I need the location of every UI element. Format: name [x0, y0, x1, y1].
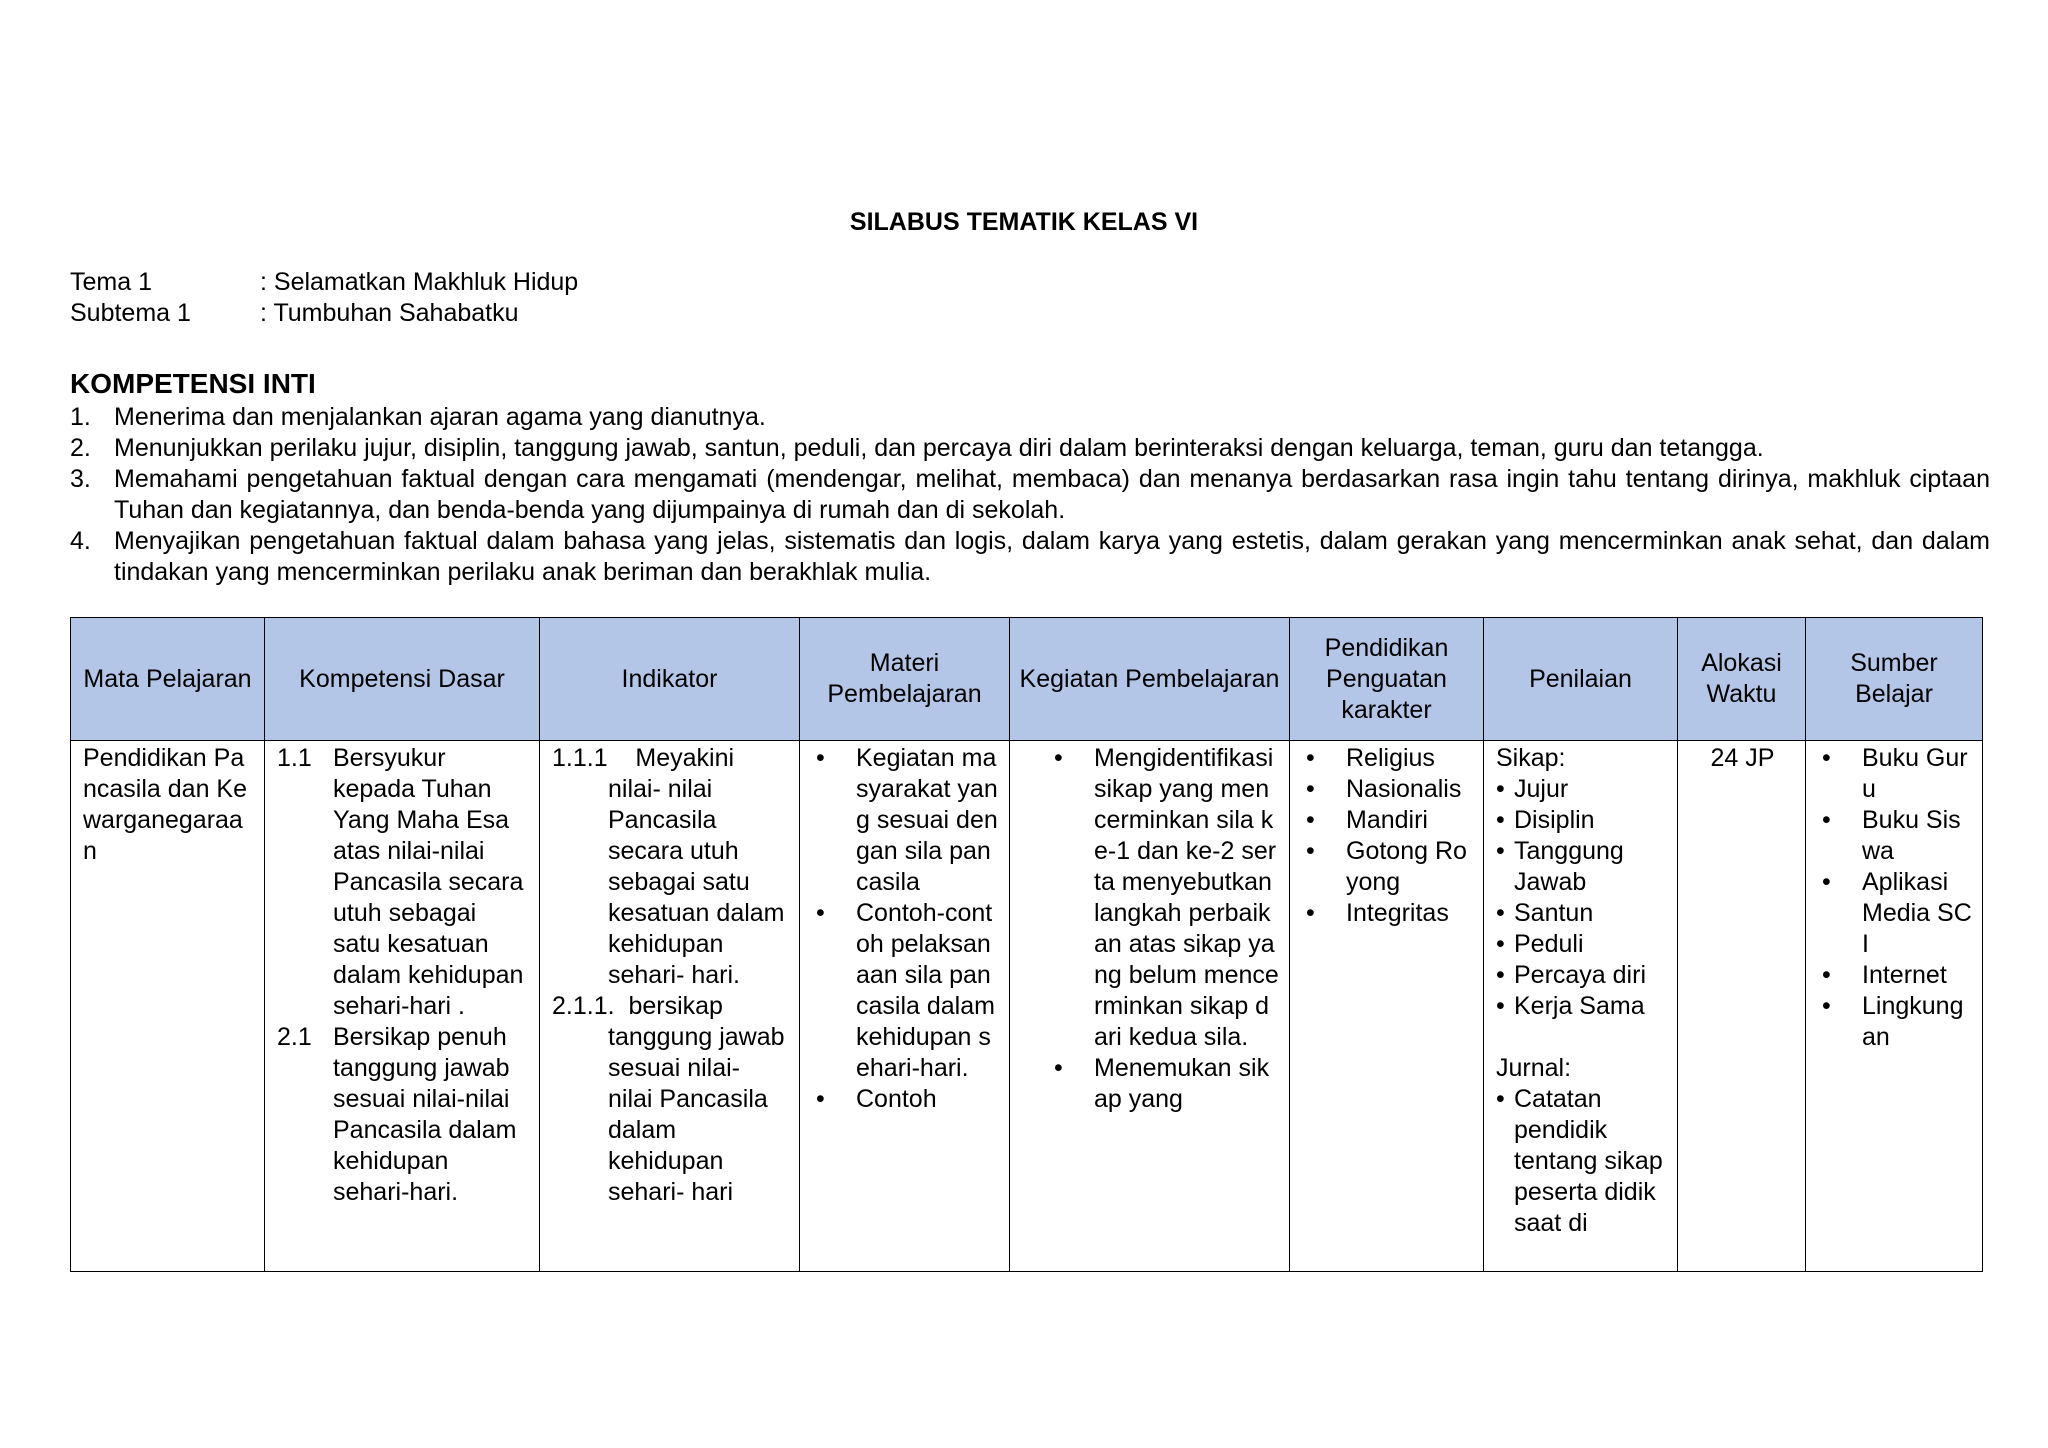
sikap-text: Peduli	[1514, 930, 1584, 958]
header-kompetensi-dasar: Kompetensi Dasar	[265, 618, 540, 741]
sikap-text: Disiplin	[1514, 806, 1595, 834]
sikap-text: Kerja Sama	[1514, 992, 1645, 1020]
sumber-text: Buku Siswa	[1862, 806, 1961, 865]
tema-line	[70, 268, 578, 297]
materi-item	[812, 898, 999, 1084]
sikap-text: Tanggung Jawab	[1514, 837, 1624, 896]
bullet-icon: •	[816, 899, 825, 927]
alokasi-text: 24 JP	[1710, 744, 1775, 772]
subtema-line	[70, 299, 519, 328]
ki-text: Menunjukkan perilaku jujur, disiplin, tanggung jawab, santun, peduli, dan percaya diri dalam berinteraksi dengan keluarga, teman, guru dan tetangga.	[114, 434, 1764, 462]
sikap-item: • Jujur	[1496, 774, 1667, 805]
bullet-icon: •	[1822, 961, 1831, 989]
header-indikator: Indikator	[540, 618, 800, 741]
document-title: SILABUS TEMATIK KELAS VI	[849, 208, 1199, 236]
ki-text: Menerima dan menjalankan ajaran agama yang dianutnya.	[114, 403, 766, 431]
kompetensi-inti-heading: KOMPETENSI INTI	[70, 368, 316, 399]
karakter-text: Religius	[1346, 744, 1435, 772]
ki-number: 1.	[70, 403, 91, 431]
header-penilaian: Penilaian	[1484, 618, 1678, 741]
sikap-item: • Percaya diri	[1496, 960, 1667, 991]
cell-penilaian	[1484, 741, 1678, 1272]
sikap-text: Santun	[1514, 899, 1594, 927]
bullet-icon: •	[1306, 899, 1315, 927]
indikator-number: 2.1.1.	[552, 992, 615, 1020]
cell-mata-pelajaran	[71, 741, 265, 1272]
tema-label: Tema 1	[70, 268, 152, 296]
tema-value: : Selamatkan Makhluk Hidup	[260, 268, 579, 296]
ki-text: Memahami pengetahuan faktual dengan cara mengamati (mendengar, melihat, membaca) dan menanya berdasarkan rasa ingin tahu tentang dirinya, makhluk ciptaan Tuhan dan kegiatannya, dan benda-benda yang dijumpainya di rumah dan di sekolah.	[114, 465, 1990, 524]
karakter-item	[1302, 743, 1473, 774]
sumber-item	[1818, 743, 1972, 805]
sumber-item	[1818, 960, 1972, 991]
cell-karakter	[1290, 741, 1484, 1272]
header-karakter: Pendidikan Penguatan karakter	[1290, 618, 1484, 741]
sikap-item: • Peduli	[1496, 929, 1667, 960]
kegiatan-item	[1050, 743, 1279, 1053]
indikator-item	[552, 743, 789, 991]
mapel-text: Pendidikan Pancasila dan Kewarganegaraan	[83, 744, 248, 865]
karakter-item	[1302, 898, 1473, 929]
sikap-item: • Tanggung Jawab	[1496, 836, 1667, 898]
ki-number: 4.	[70, 527, 91, 555]
sikap-label: Sikap:	[1496, 744, 1566, 772]
materi-text: Contoh	[856, 1085, 937, 1113]
table-row	[71, 741, 1983, 1272]
header-kegiatan: Kegiatan Pembelajaran	[1010, 618, 1290, 741]
header-mata-pelajaran: Mata Pelajaran	[71, 618, 265, 741]
bullet-icon: •	[1822, 868, 1831, 896]
sumber-item	[1818, 867, 1972, 960]
bullet-icon: •	[1306, 837, 1315, 865]
ki-item	[70, 402, 1990, 433]
sikap-text: Percaya diri	[1514, 961, 1646, 989]
indikator-number: 1.1.1	[552, 744, 608, 772]
karakter-item	[1302, 836, 1473, 898]
kd-text: Bersikap penuh tanggung jawab sesuai nilai-nilai Pancasila dalam kehidupan sehari-hari.	[333, 1023, 517, 1206]
kd-number: 1.1	[277, 744, 312, 772]
header-materi: Materi Pembelajaran	[800, 618, 1010, 741]
cell-sumber	[1806, 741, 1983, 1272]
subtema-label: Subtema 1	[70, 299, 191, 327]
materi-text: Contoh-contoh pelaksanaan sila pancasila dalam kehidupan sehari-hari.	[856, 899, 995, 1082]
cell-indikator	[540, 741, 800, 1272]
ki-item	[70, 433, 1990, 464]
kegiatan-item	[1050, 1053, 1279, 1115]
bullet-icon: •	[816, 1085, 825, 1113]
bullet-icon: •	[1054, 744, 1063, 772]
karakter-text: Nasionalis	[1346, 775, 1462, 803]
bullet-icon: •	[1822, 992, 1831, 1020]
sumber-text: Aplikasi Media SCI	[1862, 868, 1972, 958]
sumber-item	[1818, 991, 1972, 1053]
ki-number: 3.	[70, 465, 91, 493]
kd-item	[277, 1022, 529, 1208]
header-sumber: Sumber Belajar	[1806, 618, 1983, 741]
cell-kompetensi-dasar	[265, 741, 540, 1272]
karakter-text: Gotong Royong	[1346, 837, 1467, 896]
kd-text: Bersyukur kepada Tuhan Yang Maha Esa atas nilai-nilai Pancasila secara utuh sebagai satu kesatuan dalam kehidupan sehari-hari .	[333, 744, 524, 1020]
sikap-text: Jujur	[1514, 775, 1569, 803]
ki-text: Menyajikan pengetahuan faktual dalam bahasa yang jelas, sistematis dan logis, dalam karya yang estetis, dalam gerakan yang mencerminkan anak sehat, dan dalam tindakan yang mencerminkan perilaku anak beriman dan berakhlak mulia.	[114, 527, 1990, 586]
jurnal-text: Catatan pendidik tentang sikap peserta didik saat di	[1514, 1085, 1663, 1237]
karakter-item	[1302, 805, 1473, 836]
kompetensi-inti-list	[70, 402, 1990, 588]
bullet-icon: •	[1306, 775, 1315, 803]
bullet-icon: •	[816, 744, 825, 772]
cell-materi	[800, 741, 1010, 1272]
ki-item	[70, 526, 1990, 588]
bullet-icon: •	[1822, 744, 1831, 772]
cell-kegiatan	[1010, 741, 1290, 1272]
ki-number: 2.	[70, 434, 91, 462]
bullet-icon: •	[1306, 806, 1315, 834]
materi-item	[812, 743, 999, 898]
sumber-text: Lingkungan	[1862, 992, 1964, 1051]
bullet-icon: •	[1306, 744, 1315, 772]
sikap-item: • Kerja Sama	[1496, 991, 1667, 1022]
bullet-icon: •	[1054, 1054, 1063, 1082]
ki-item	[70, 464, 1990, 526]
sumber-item	[1818, 805, 1972, 867]
kd-number: 2.1	[277, 1023, 312, 1051]
kegiatan-text: Menemukan sikap yang	[1094, 1054, 1270, 1113]
bullet-icon: •	[1822, 806, 1831, 834]
indikator-item	[552, 991, 789, 1208]
syllabus-table	[70, 617, 1983, 1272]
header-alokasi: Alokasi Waktu	[1678, 618, 1806, 741]
sumber-text: Internet	[1862, 961, 1947, 989]
sikap-item: • Santun	[1496, 898, 1667, 929]
karakter-text: Mandiri	[1346, 806, 1428, 834]
cell-alokasi	[1678, 741, 1806, 1272]
karakter-item	[1302, 774, 1473, 805]
karakter-text: Integritas	[1346, 899, 1449, 927]
subtema-value: : Tumbuhan Sahabatku	[260, 299, 519, 327]
jurnal-item: • Catatan pendidik tentang sikap peserta didik saat di	[1496, 1084, 1667, 1239]
sikap-item: • Disiplin	[1496, 805, 1667, 836]
indikator-text: Meyakini nilai- nilai Pancasila secara utuh sebagai satu kesatuan dalam kehidupan sehari- hari.	[608, 744, 785, 989]
materi-text: Kegiatan masyarakat yang sesuai dengan sila pancasila	[856, 744, 998, 896]
table-header-row	[71, 618, 1983, 741]
sumber-text: Buku Guru	[1862, 744, 1968, 803]
indikator-text: bersikap tanggung jawab sesuai nilai- nilai Pancasila dalam kehidupan sehari- hari	[608, 992, 785, 1206]
kegiatan-text: Mengidentifikasi sikap yang mencerminkan sila ke-1 dan ke-2 serta menyebutkan langkah perbaikan atas sikap yang belum mencerminkan sikap dari kedua sila.	[1094, 744, 1279, 1051]
jurnal-label: Jurnal:	[1496, 1054, 1572, 1082]
materi-item	[812, 1084, 999, 1115]
kd-item	[277, 743, 529, 1022]
